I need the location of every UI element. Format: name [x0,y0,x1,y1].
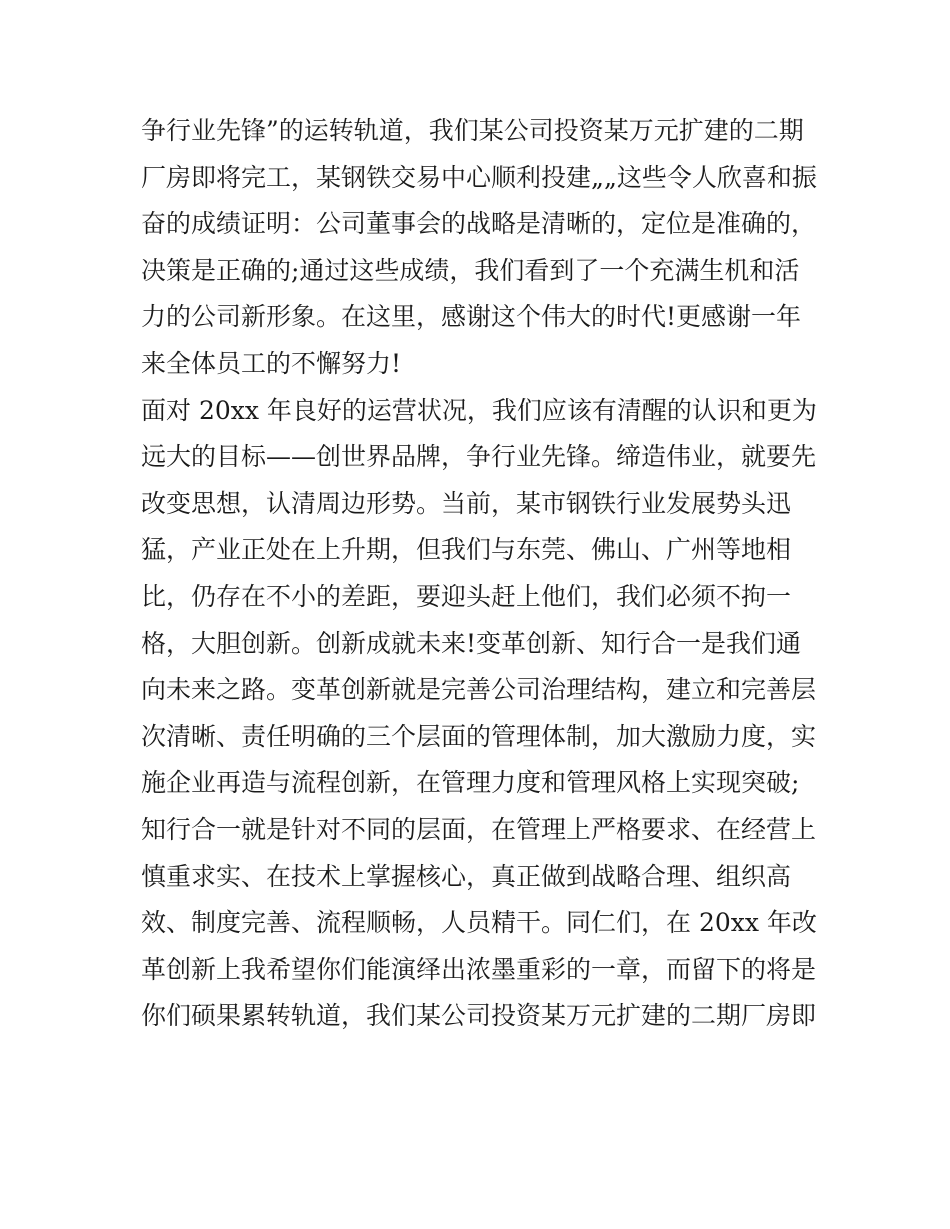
text-line: 面对 20xx 年良好的运营状况，我们应该有清醒的认识和更为 [141,395,817,425]
text-line: 次清晰、责任明确的三个层面的管理体制，加大激励力度，实 [141,721,817,751]
text-line: 比，仍存在不小的差距，要迎头赶上他们，我们必须不拘一 [141,581,792,611]
text-line: 争行业先锋”的运转轨道，我们某公司投资某万元扩建的二期 [141,116,804,145]
text-line: 格，大胆创新。创新成就未来!变革创新、知行合一是我们通 [141,628,802,658]
text-line: 力的公司新形象。在这里，感谢这个伟大的时代!更感谢一年 [141,302,802,332]
text-line: 向未来之路。变革创新就是完善公司治理结构，建立和完善层 [141,675,817,705]
text-line: 革创新上我希望你们能演绎出浓墨重彩的一章，而留下的将是 [141,954,817,984]
text-line: 知行合一就是针对不同的层面，在管理上严格要求、在经营上 [141,814,817,844]
text-line: 改变思想，认清周边形势。当前，某市钢铁行业发展势头迅 [141,488,792,518]
text-line: 奋的成绩证明：公司董事会的战略是清晰的，定位是准确的， [141,209,817,239]
text-line: 你们硕果累转轨道，我们某公司投资某万元扩建的二期厂房即 [141,1001,817,1031]
text-line: 施企业再造与流程创新，在管理力度和管理风格上实现突破; [141,768,800,798]
text-line: 厂房即将完工，某钢铁交易中心顺利投建„„这些令人欣喜和振 [141,162,817,192]
body-text [141,108,821,1040]
text-line: 慎重求实、在技术上掌握核心，真正做到战略合理、组织高 [141,861,792,891]
text-line: 远大的目标——创世界品牌，争行业先锋。缔造伟业，就要先 [141,442,817,472]
text-line: 猛，产业正处在上升期，但我们与东莞、佛山、广州等地相 [141,535,792,565]
text-line: 效、制度完善、流程顺畅，人员精干。同仁们，在 20xx 年改 [141,908,817,938]
text-line: 来全体员工的不懈努力! [141,348,402,378]
text-line: 决策是正确的;通过这些成绩，我们看到了一个充满生机和活 [141,255,800,285]
